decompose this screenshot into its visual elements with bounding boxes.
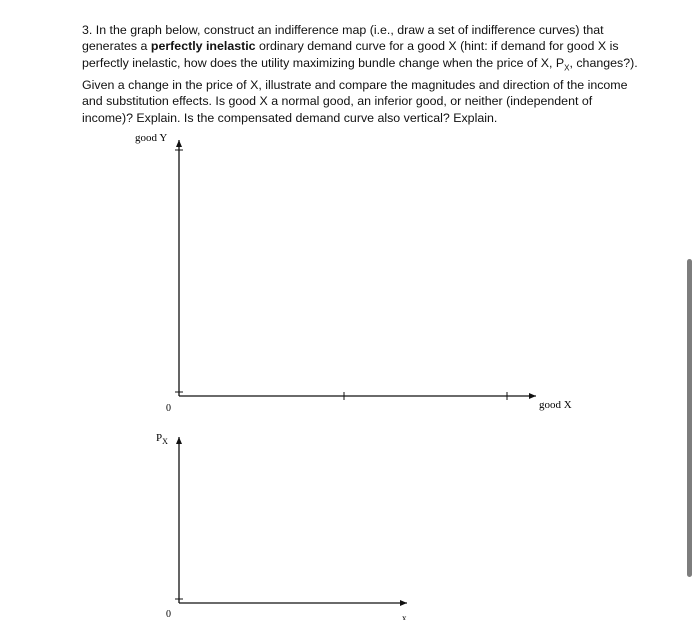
upper-origin-label: 0 <box>166 403 171 414</box>
lower-y-axis-label <box>156 432 168 446</box>
question-intro: 3. In the graph below, construct an indifference map (i.e., draw a set of indifference curves) that generates a <box>82 23 604 54</box>
price-subscript: X <box>564 63 570 73</box>
question-body-part-2: , changes?). Given a change in the price of X, illustrate and compare the magnitudes and direction of the income and substitution effects. Is good X a normal good, an inferior good, or neither (independent of income)? Explain. Is the compensated demand curve also vertical? Explain. <box>82 55 638 125</box>
upper-graph <box>135 132 572 414</box>
upper-y-axis-label: good Y <box>135 132 168 144</box>
question-bold-phrase: perfectly inelastic <box>150 39 256 54</box>
price-label-sub: X <box>162 437 168 446</box>
question-body-part-1: ordinary demand curve for a good X (hint: if demand for good X is perfectly inelastic, how does the utility maximizing bundle change when the price of X, P <box>82 39 619 70</box>
lower-origin-label: 0 <box>166 609 171 620</box>
lower-graph <box>156 432 407 620</box>
upper-x-axis-label: good X <box>539 399 572 411</box>
price-label-main: P <box>156 432 163 444</box>
scrollbar-thumb[interactable] <box>687 259 692 577</box>
lower-x-axis-label: x <box>402 613 407 620</box>
